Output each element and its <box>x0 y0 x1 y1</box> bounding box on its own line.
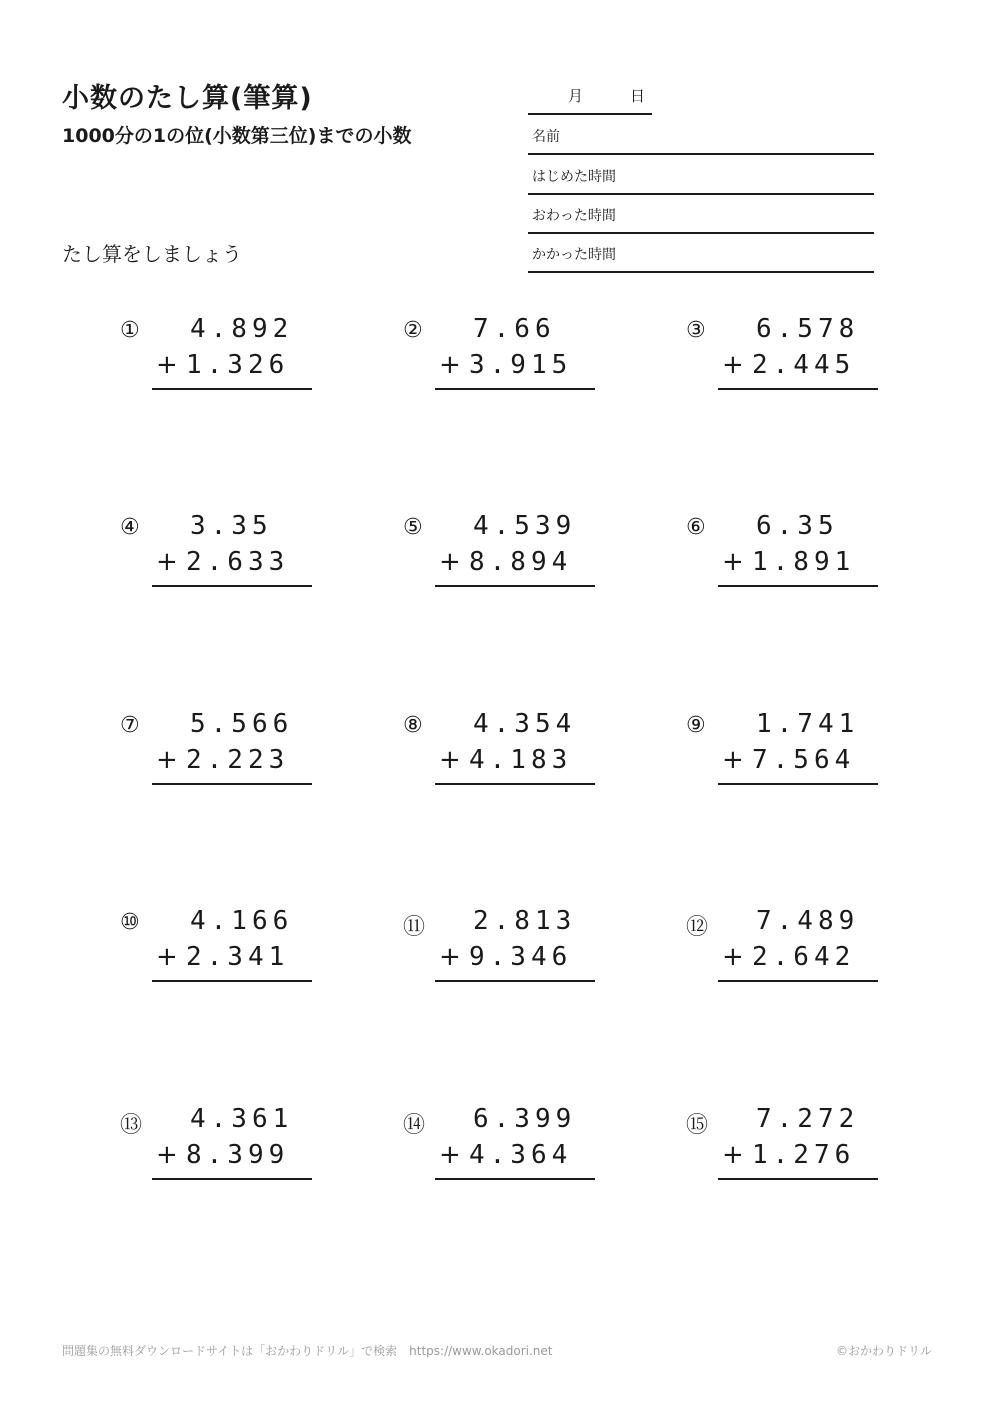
answer-line <box>152 1140 312 1180</box>
plus-sign: + <box>439 1140 461 1170</box>
plus-sign: + <box>722 547 744 577</box>
bottom-operand: 4.364 <box>469 1140 573 1170</box>
answer-line <box>152 547 312 587</box>
name-field[interactable] <box>528 115 874 155</box>
problem-number: ⑫ <box>686 915 709 940</box>
name-label: 名前 <box>532 129 560 145</box>
top-operand: 3.35 <box>190 511 273 541</box>
plus-sign: + <box>439 942 461 972</box>
bottom-operand: 1.276 <box>752 1140 856 1170</box>
bottom-operand: 2.642 <box>752 942 856 972</box>
plus-sign: + <box>722 745 744 775</box>
plus-sign: + <box>156 745 178 775</box>
top-operand: 4.166 <box>190 906 294 936</box>
bottom-operand: 8.894 <box>469 547 573 577</box>
instruction-text: たし算をしましょう <box>62 242 242 266</box>
problem-item <box>403 1104 583 1188</box>
problem-number: ⑭ <box>403 1113 426 1138</box>
top-operand: 4.354 <box>473 709 577 739</box>
top-operand: 7.66 <box>473 314 556 344</box>
top-operand: 6.578 <box>756 314 860 344</box>
problem-number: ⑬ <box>120 1113 143 1138</box>
problem-item <box>120 1104 300 1188</box>
problem-number: ④ <box>120 515 140 540</box>
top-operand: 6.399 <box>473 1104 577 1134</box>
answer-line <box>152 942 312 982</box>
problem-item <box>403 314 583 398</box>
problem-item <box>120 709 300 793</box>
month-label: 月 <box>568 87 584 105</box>
footer-copyright: ©おかわりドリル <box>835 1344 932 1358</box>
problem-number: ⑪ <box>403 915 426 940</box>
bottom-operand: 2.223 <box>186 745 290 775</box>
problem-item <box>120 314 300 398</box>
end-time-field[interactable] <box>528 194 874 234</box>
plus-sign: + <box>439 350 461 380</box>
bottom-operand: 4.183 <box>469 745 573 775</box>
problem-item <box>686 1104 866 1188</box>
footer-site-text: 問題集の無料ダウンロードサイトは「おかわりドリル」で検索 https://www.okadori.net <box>62 1344 553 1358</box>
problem-number: ① <box>120 318 140 343</box>
problem-item <box>403 906 583 990</box>
plus-sign: + <box>156 942 178 972</box>
answer-line <box>718 942 878 982</box>
bottom-operand: 9.346 <box>469 942 573 972</box>
answer-line <box>435 547 595 587</box>
start-time-label: はじめた時間 <box>532 169 616 185</box>
page-title: 小数のたし算(筆算) <box>62 83 313 114</box>
answer-line <box>435 745 595 785</box>
top-operand: 7.489 <box>756 906 860 936</box>
plus-sign: + <box>722 942 744 972</box>
problem-number: ② <box>403 318 423 343</box>
problem-number: ⑥ <box>686 515 706 540</box>
bottom-operand: 2.633 <box>186 547 290 577</box>
problem-item <box>686 314 866 398</box>
answer-line <box>718 1140 878 1180</box>
bottom-operand: 3.915 <box>469 350 573 380</box>
end-time-label: おわった時間 <box>532 208 616 224</box>
problem-number: ⑨ <box>686 713 706 738</box>
problem-item <box>120 511 300 595</box>
plus-sign: + <box>722 350 744 380</box>
plus-sign: + <box>156 1140 178 1170</box>
bottom-operand: 8.399 <box>186 1140 290 1170</box>
answer-line <box>718 350 878 390</box>
answer-line <box>152 350 312 390</box>
problem-item <box>403 709 583 793</box>
problem-item <box>403 511 583 595</box>
answer-line <box>718 745 878 785</box>
problem-number: ③ <box>686 318 706 343</box>
plus-sign: + <box>722 1140 744 1170</box>
bottom-operand: 1.891 <box>752 547 856 577</box>
problem-item <box>686 906 866 990</box>
page-subtitle: 1000分の1の位(小数第三位)までの小数 <box>62 125 412 147</box>
answer-line <box>718 547 878 587</box>
top-operand: 2.813 <box>473 906 577 936</box>
plus-sign: + <box>156 350 178 380</box>
plus-sign: + <box>439 547 461 577</box>
top-operand: 4.361 <box>190 1104 294 1134</box>
elapsed-time-field[interactable] <box>528 233 874 273</box>
problem-item <box>686 511 866 595</box>
answer-line <box>435 942 595 982</box>
top-operand: 1.741 <box>756 709 860 739</box>
answer-line <box>435 350 595 390</box>
problem-item <box>120 906 300 990</box>
top-operand: 4.539 <box>473 511 577 541</box>
bottom-operand: 1.326 <box>186 350 290 380</box>
plus-sign: + <box>156 547 178 577</box>
problem-number: ⑦ <box>120 713 140 738</box>
answer-line <box>435 1140 595 1180</box>
bottom-operand: 7.564 <box>752 745 856 775</box>
day-label: 日 <box>630 87 646 105</box>
problem-number: ⑤ <box>403 515 423 540</box>
date-field[interactable] <box>528 80 652 115</box>
problem-number: ⑧ <box>403 713 423 738</box>
problem-item <box>686 709 866 793</box>
top-operand: 6.35 <box>756 511 839 541</box>
elapsed-time-label: かかった時間 <box>532 247 616 263</box>
start-time-field[interactable] <box>528 155 874 195</box>
bottom-operand: 2.445 <box>752 350 856 380</box>
top-operand: 4.892 <box>190 314 294 344</box>
top-operand: 5.566 <box>190 709 294 739</box>
problem-number: ⑮ <box>686 1113 709 1138</box>
plus-sign: + <box>439 745 461 775</box>
top-operand: 7.272 <box>756 1104 860 1134</box>
problem-number: ⑩ <box>120 910 140 935</box>
answer-line <box>152 745 312 785</box>
bottom-operand: 2.341 <box>186 942 290 972</box>
